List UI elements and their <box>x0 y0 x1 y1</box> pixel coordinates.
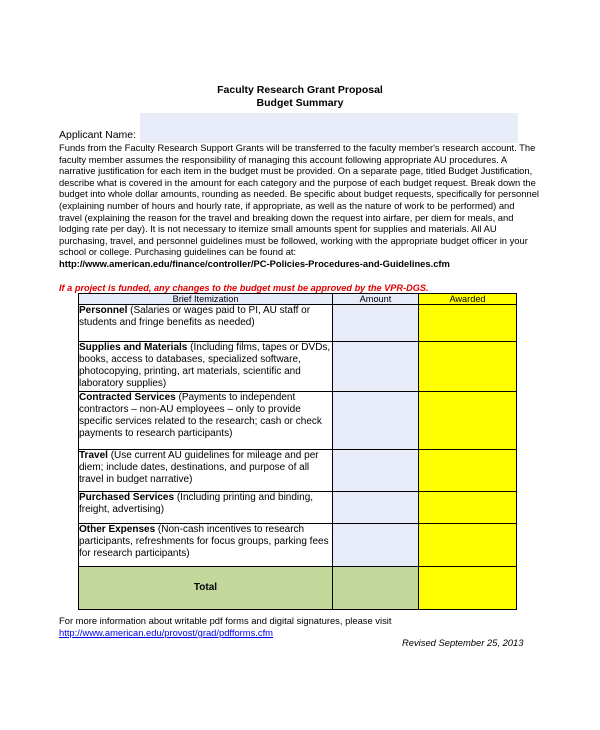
amount-field[interactable] <box>333 392 419 450</box>
title-line-2: Budget Summary <box>256 97 344 109</box>
item-title: Purchased Services <box>79 492 175 503</box>
item-title: Travel <box>79 450 108 461</box>
footer-info <box>59 615 391 639</box>
item-title: Supplies and Materials <box>79 342 188 353</box>
title-line-1: Faculty Research Grant Proposal <box>217 84 383 96</box>
budget-row-other-expenses <box>79 524 517 567</box>
total-label: Total <box>79 567 333 610</box>
item-description: (Non-cash incentives to research participants, refreshments for focus groups, parking fees for research participants) <box>79 524 329 559</box>
item-cell <box>79 392 333 450</box>
item-description: (Use current AU guidelines for mileage and per diem; include dates, destinations, and purpose of all travel in budget narrative) <box>79 450 319 485</box>
item-cell <box>79 305 333 342</box>
budget-row-personnel <box>79 305 517 342</box>
amount-field[interactable] <box>333 492 419 524</box>
amount-field[interactable] <box>333 524 419 567</box>
amount-field[interactable] <box>333 342 419 392</box>
applicant-name-input[interactable] <box>140 113 518 143</box>
budget-table <box>78 293 517 610</box>
instructions-paragraph <box>59 142 539 270</box>
applicant-name-label: Applicant Name: <box>59 129 137 141</box>
header-brief-itemization: Brief Itemization <box>79 294 333 305</box>
item-description: (Salaries or wages paid to PI, AU staff or students and fringe benefits as needed) <box>79 305 311 328</box>
instructions-text: Funds from the Faculty Research Support Grants will be transferred to the faculty member's research account. The faculty member assumes the responsibility of managing this account following appropriate AU procedures. A narrative justification for each item in the budget must be provided. On a separate page, titled Budget Justification, describe what is covered in the amount for each category and the purpose of each budget request. Break down the budget into whole dollar amounts, rounding as needed. Be specific about budget requests, specifically for personnel (explaining number of hours and hourly rate, if appropriate, as well as the nature of work to be performed) and travel (explaining the reason for the travel and breaking down the request into airfare, per diem for meals, and lodging rate per day). It is not necessary to itemize small amounts spent for supplies and materials. All AU purchasing, travel, and personnel guidelines must be followed, working with the appropriate budget officer in your school or college. Purchasing guidelines can be found at: <box>59 142 539 258</box>
total-amount-field[interactable] <box>333 567 419 610</box>
budget-row-contracted-services <box>79 392 517 450</box>
funding-notice: If a project is funded, any changes to the budget must be approved by the VPR-DGS. <box>59 283 429 293</box>
awarded-field[interactable] <box>419 392 517 450</box>
item-description: (Including films, tapes or DVDs, books, access to databases, specialized software, photocopying, printing, art materials, scientific and laboratory supplies) <box>79 342 331 389</box>
header-amount: Amount <box>333 294 419 305</box>
item-cell <box>79 524 333 567</box>
budget-row-travel <box>79 450 517 492</box>
purchasing-guidelines-url: http://www.american.edu/finance/controller/PC-Policies-Procedures-and-Guidelines.cfm <box>59 257 450 269</box>
header-awarded: Awarded <box>419 294 517 305</box>
item-cell <box>79 492 333 524</box>
item-description: (Including printing and binding, freight, advertising) <box>79 492 314 515</box>
budget-row-purchased-services <box>79 492 517 524</box>
awarded-field[interactable] <box>419 342 517 392</box>
item-title: Personnel <box>79 305 128 316</box>
document-title <box>0 84 600 110</box>
pdf-forms-link[interactable]: http://www.american.edu/provost/grad/pdfforms.cfm <box>59 627 273 638</box>
item-cell <box>79 342 333 392</box>
budget-header-row <box>79 294 517 305</box>
item-cell <box>79 450 333 492</box>
total-awarded-field[interactable] <box>419 567 517 610</box>
awarded-field[interactable] <box>419 450 517 492</box>
awarded-field[interactable] <box>419 492 517 524</box>
item-title: Other Expenses <box>79 524 156 535</box>
applicant-name-row <box>59 127 518 143</box>
item-title: Contracted Services <box>79 392 176 403</box>
revised-date: Revised September 25, 2013 <box>402 637 524 648</box>
item-description: (Payments to independent contractors – non-AU employees – only to provide specific services related to the research; cash or check payments to research participants) <box>79 392 322 439</box>
budget-row-supplies <box>79 342 517 392</box>
budget-row-total <box>79 567 517 610</box>
awarded-field[interactable] <box>419 305 517 342</box>
amount-field[interactable] <box>333 450 419 492</box>
awarded-field[interactable] <box>419 524 517 567</box>
footer-text: For more information about writable pdf forms and digital signatures, please visit <box>59 615 392 626</box>
amount-field[interactable] <box>333 305 419 342</box>
